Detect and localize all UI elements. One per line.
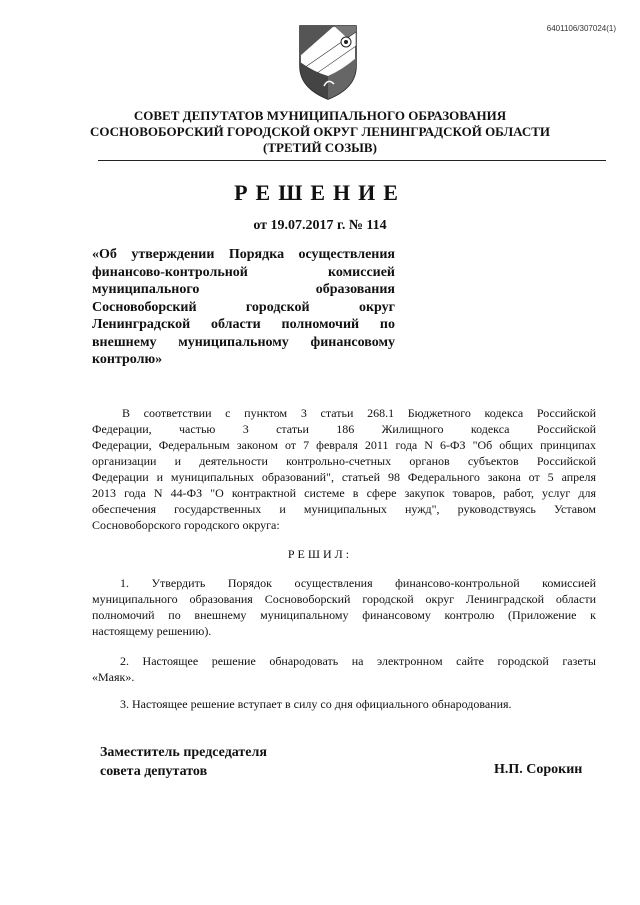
position-line: Заместитель председателя <box>100 745 267 760</box>
preamble-line: обеспечения государственных и муниципальных нужд", руководствуясь Уставом <box>92 502 596 516</box>
convocation-line: (ТРЕТИЙ СОЗЫВ) <box>263 140 377 155</box>
document-date-number: от 19.07.2017 г. № 114 <box>253 218 387 233</box>
item-line: настоящему решению). <box>92 624 212 638</box>
document-code: 6401106/307024(1) <box>546 24 616 33</box>
preamble-line: Федерации, Федеральным законом от 7 февраля 2011 года N 6-ФЗ "Об общих принципах <box>92 438 596 452</box>
organization-header <box>0 108 640 156</box>
item-line: полномочий по внешнему муниципальному финансовому контролю (Приложение к <box>92 608 596 622</box>
item-line: муниципального образования Сосновоборский городской округ Ленинградской области <box>92 592 596 606</box>
subject-line: контролю» <box>92 352 163 367</box>
resolved-heading: РЕШИЛ: <box>287 547 353 561</box>
position-line: совета депутатов <box>100 764 208 779</box>
coat-of-arms-icon <box>296 22 360 102</box>
header-divider <box>98 160 606 161</box>
item-line: 2. Настоящее решение обнародовать на электронном сайте городской газеты <box>120 654 596 668</box>
decision-item-1 <box>92 575 596 639</box>
item-line: 3. Настоящее решение вступает в силу со дня официального обнародования. <box>120 697 512 711</box>
decision-item-2 <box>92 653 596 685</box>
item-line: 1. Утвердить Порядок осуществления финансово-контрольной комиссией <box>120 576 596 590</box>
subject-line: внешнему муниципальному финансовому <box>92 334 395 350</box>
subject-line: финансово-контрольной комиссией <box>92 264 395 280</box>
subject-line: «Об утверждении Порядка осуществления <box>92 247 395 262</box>
organization-name-line: СОВЕТ ДЕПУТАТОВ МУНИЦИПАЛЬНОГО ОБРАЗОВАНИЯ <box>133 108 507 123</box>
preamble-line: организации и деятельности контрольно-счетных органов субъектов Российской <box>92 454 596 468</box>
preamble-line: Федерации, частью 3 статьи 186 Жилищного кодекса Российской <box>92 422 596 436</box>
preamble-line: Федерации и муниципальных образований", статьей 98 Федерального закона от 5 апреля <box>92 470 596 484</box>
decision-item-3 <box>92 696 596 712</box>
subject-line: муниципального образования <box>92 282 395 297</box>
document-title: РЕШЕНИЕ <box>234 180 406 205</box>
signatory-name: Н.П. Сорокин <box>494 762 583 777</box>
subject-line: Сосновоборский городской округ <box>92 299 395 315</box>
signatory-position <box>100 743 267 781</box>
subject-line: Ленинградской области полномочий по <box>92 317 395 332</box>
decision-subject <box>92 246 395 369</box>
organization-name-line: СОСНОВОБОРСКИЙ ГОРОДСКОЙ ОКРУГ ЛЕНИНГРАДСКОЙ ОБЛАСТИ <box>89 124 551 139</box>
item-line: «Маяк». <box>92 670 135 684</box>
preamble-paragraph <box>92 405 596 533</box>
preamble-line: 2013 года N 44-ФЗ "О контрактной системе в сфере закупок товаров, работ, услуг для <box>92 486 596 500</box>
preamble-line: Сосновоборского городского округа: <box>92 518 280 532</box>
preamble-line: В соответствии с пунктом 3 статьи 268.1 Бюджетного кодекса Российской <box>122 406 596 420</box>
